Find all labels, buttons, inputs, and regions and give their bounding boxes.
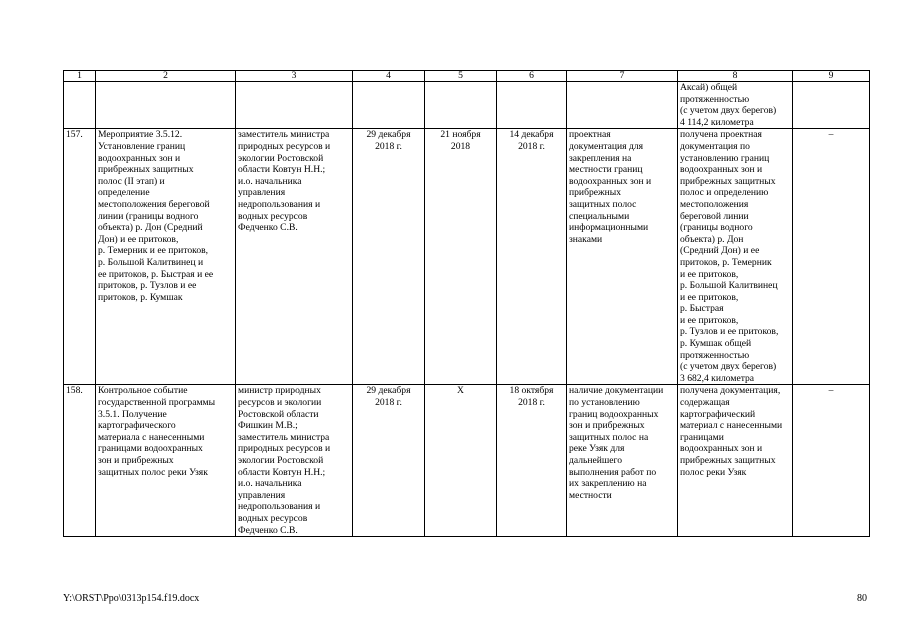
plan-date-cell: 29 декабря 2018 г. [353, 385, 425, 537]
header-cell: 5 [425, 71, 497, 82]
header-cell: 6 [497, 71, 567, 82]
table-header-row [64, 71, 870, 82]
note-cell: – [793, 385, 870, 537]
table-row [64, 385, 870, 537]
document-cell [567, 82, 678, 129]
header-cell: 2 [96, 71, 236, 82]
fact-date-cell: 14 декабря 2018 г. [497, 129, 567, 385]
document-cell: проектная документация для закрепления на местности границ водоохранных зон и прибрежных защитных полос специальными информационными знаками [567, 129, 678, 385]
header-cell: 9 [793, 71, 870, 82]
row-number-cell: 158. [64, 385, 96, 537]
result-cell: Аксай) общей протяженностью (с учетом двух берегов) 4 114,2 километра [678, 82, 793, 129]
footer-file-path: Y:\ORST\Ppo\0313p154.f19.docx [63, 593, 200, 604]
plan-date-cell: 29 декабря 2018 г. [353, 129, 425, 385]
result-cell: получена документация, содержащая картографический материал с нанесенными границами водоохранных зон и прибрежных защитных полос реки Узяк [678, 385, 793, 537]
note-cell [793, 82, 870, 129]
note-cell: – [793, 129, 870, 385]
forecast-date-cell [425, 82, 497, 129]
forecast-date-cell: 21 ноября 2018 [425, 129, 497, 385]
event-cell: Мероприятие 3.5.12. Установление границ водоохранных зон и прибрежных защитных полос (II этап) и определение местоположения береговой линии (границы водного объекта) р. Дон (Средний Дон) и ее притоков, р. Темерник и ее притоков, р. Большой Калитвинец и ее притоков, р. Быстрая и ее притоков, р. Тузлов и ее притоков, р. Кумшак [96, 129, 236, 385]
plan-date-cell [353, 82, 425, 129]
header-cell: 7 [567, 71, 678, 82]
row-number-cell: 157. [64, 129, 96, 385]
header-cell: 3 [236, 71, 353, 82]
table-row [64, 129, 870, 385]
header-cell: 4 [353, 71, 425, 82]
fact-date-cell [497, 82, 567, 129]
row-number-cell [64, 82, 96, 129]
responsible-cell [236, 82, 353, 129]
event-cell: Контрольное событие государственной программы 3.5.1. Получение картографического материала с нанесенными границами водоохранных зон и прибрежных защитных полос реки Узяк [96, 385, 236, 537]
forecast-date-cell: Х [425, 385, 497, 537]
responsible-cell: заместитель министра природных ресурсов и экологии Ростовской области Ковтун Н.Н.; и.о. начальника управления недропользования и водных ресурсов Федченко С.В. [236, 129, 353, 385]
result-cell: получена проектная документация по установлению границ водоохранных зон и прибрежных защитных полос и определению местоположения береговой линии (границы водного объекта) р. Дон (Средний Дон) и ее притоков, р. Темерник и ее притоков, р. Большой Калитвинец и ее притоков, р. Быстрая и ее притоков, р. Тузлов и ее притоков, р. Кумшак общей протяженностью (с учетом двух берегов) 3 682,4 километра [678, 129, 793, 385]
header-cell: 8 [678, 71, 793, 82]
document-cell: наличие документации по установлению границ водоохранных зон и прибрежных защитных полос на реке Узяк для дальнейшего выполнения работ по их закреплению на местности [567, 385, 678, 537]
event-cell [96, 82, 236, 129]
fact-date-cell: 18 октября 2018 г. [497, 385, 567, 537]
responsible-cell: министр природных ресурсов и экологии Ростовской области Фишкин М.В.; заместитель министра природных ресурсов и экологии Ростовской области Ковтун Н.Н.; и.о. начальника управления недропользования и водных ресурсов Федченко С.В. [236, 385, 353, 537]
measures-table [63, 70, 870, 537]
page-number: 80 [857, 593, 867, 604]
table-row [64, 82, 870, 129]
header-cell: 1 [64, 71, 96, 82]
